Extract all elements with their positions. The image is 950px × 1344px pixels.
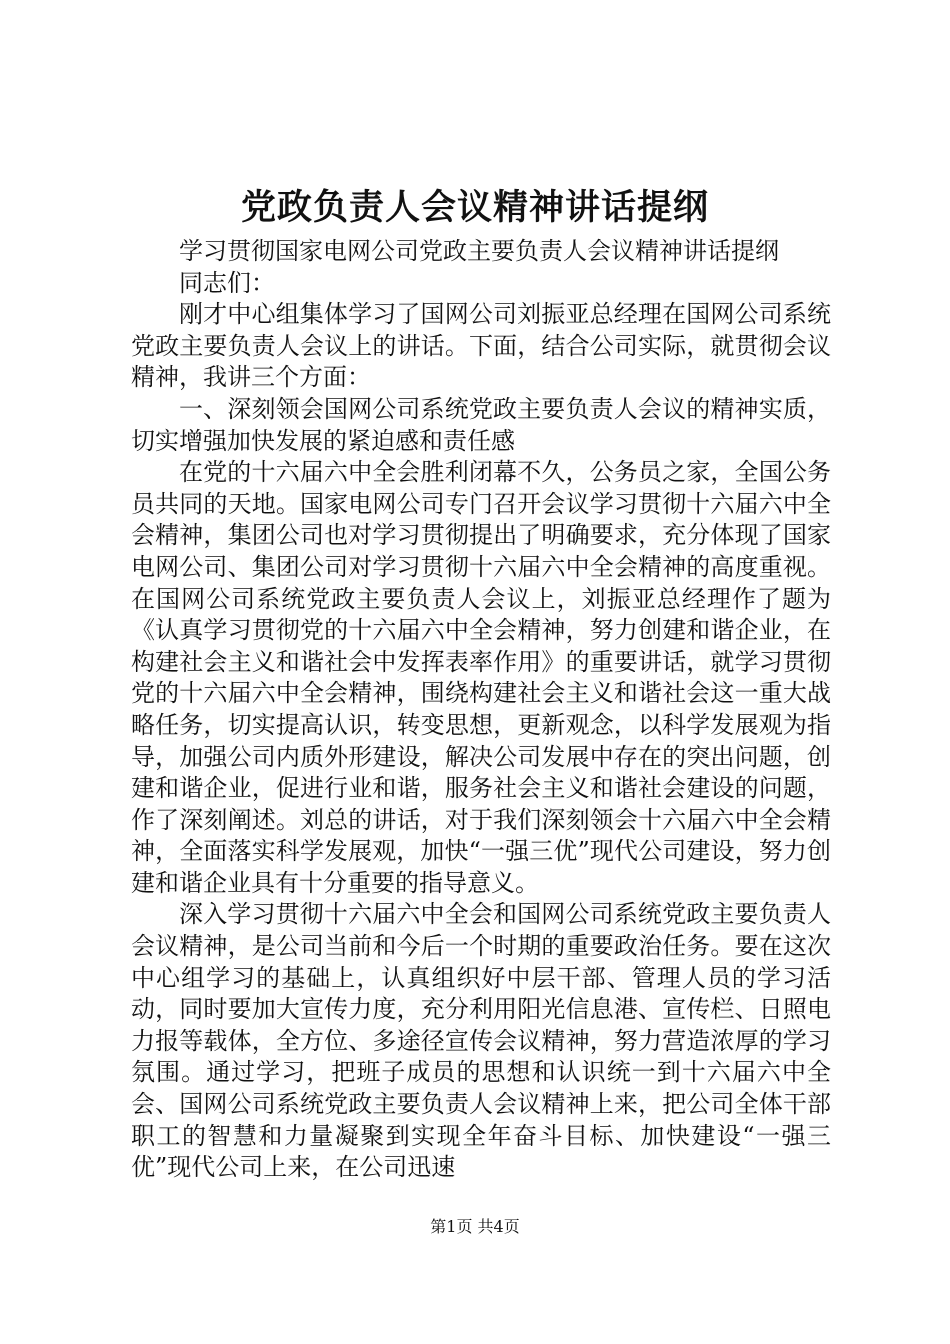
paragraph-subtitle: 学习贯彻国家电网公司党政主要负责人会议精神讲话提纲 [179,237,779,265]
paragraph-section-heading: 一、深刻领会国网公司系统党政主要负责人会议的精神实质，切实增强加快发展的紧迫感和责任感 [131,394,831,455]
paragraph-intro: 刚才中心组集体学习了国网公司刘振亚总经理在国网公司系统党政主要负责人会议上的讲话。下面，结合公司实际，就贯彻会议精神，我讲三个方面： [131,300,831,392]
page-number-footer: 第1页 共4页 [430,1217,520,1236]
paragraph-body: 在党的十六届六中全会胜利闭幕不久，公务员之家，全国公务员共同的天地。国家电网公司专门召开会议学习贯彻十六届六中全会精神，集团公司也对学习贯彻提出了明确要求，充分体现了国家电网公司、集团公司对学习贯彻十六届六中全会精神的高度重视。在国网公司系统党政主要负责人会议上，刘振亚总经理作了题为《认真学习贯彻党的十六届六中全会精神，努力创建和谐企业，在构建社会主义和谐社会中发挥表率作用》的重要讲话，就学习贯彻党的十六届六中全会精神，围绕构建社会主义和谐社会这一重大战略任务，切实提高认识，转变思想，更新观念，以科学发展观为指导，加强公司内质外形建设，解决公司发展中存在的突出问题，创建和谐企业，促进行业和谐，服务社会主义和谐社会建设的问题，作了深刻阐述。刘总的讲话，对于我们深刻领会十六届六中全会精神，全面落实科学发展观，加快“一强三优”现代公司建设，努力创建和谐企业具有十分重要的指导意义。 [131,458,831,897]
document-title: 党政负责人会议精神讲话提纲 [240,187,709,228]
paragraph-salutation: 同志们： [179,268,275,297]
paragraph-body: 深入学习贯彻十六届六中全会和国网公司系统党政主要负责人会议精神，是公司当前和今后一个时期的重要政治任务。要在这次中心组学习的基础上，认真组织好中层干部、管理人员的学习活动，同时要加大宣传力度，充分利用阳光信息港、宣传栏、日照电力报等载体，全方位、多途径宣传会议精神，努力营造浓厚的学习氛围。通过学习，把班子成员的思想和认识统一到十六届六中全会、国网公司系统党政主要负责人会议精神上来，把公司全体干部职工的智慧和力量凝聚到实现全年奋斗目标、加快建设“一强三优”现代公司上来，在公司迅速 [131,900,831,1182]
document-body [131,236,831,1184]
